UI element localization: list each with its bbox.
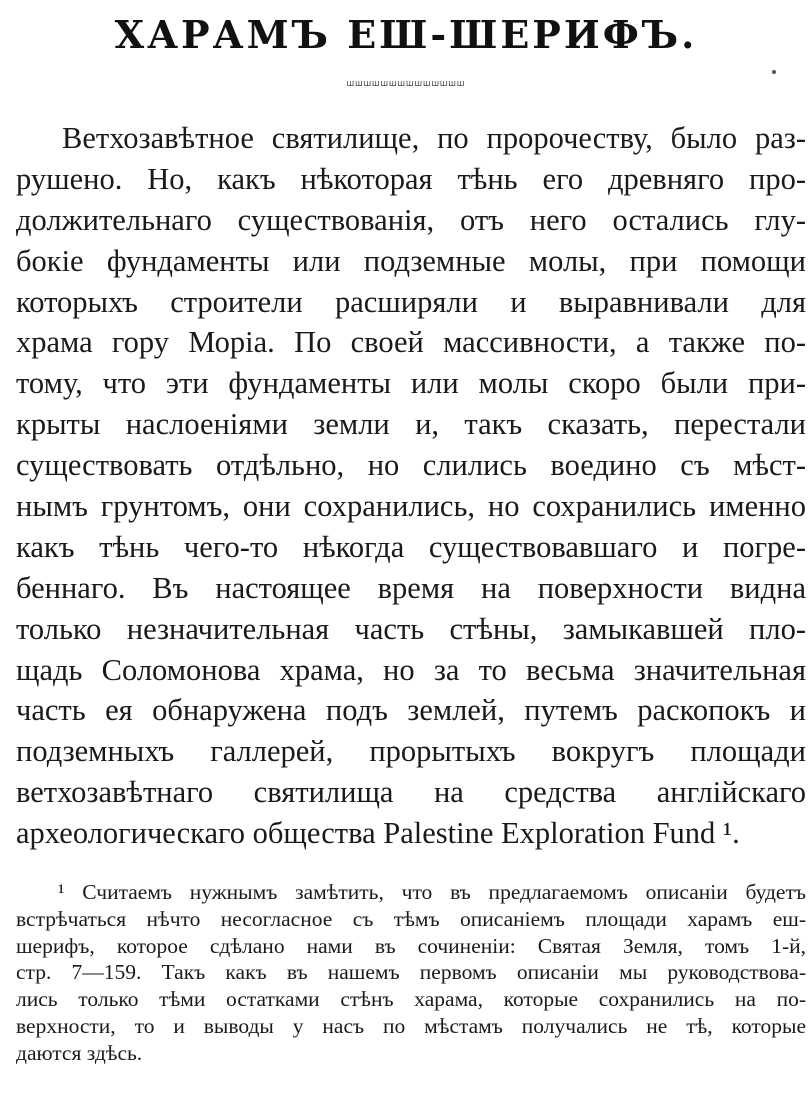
body-line: должительнаго существованія, отъ него остались глу- xyxy=(16,202,806,237)
main-paragraph xyxy=(16,118,806,854)
title-ornament: ШШШШШШШШШШШШШШ xyxy=(346,80,466,88)
footnote-line: верхности, то и выводы у насъ по мѣстамъ получались не тѣ, которые xyxy=(16,1013,806,1038)
footnote-line: ¹ Считаемъ нужнымъ замѣтить, что въ предлагаемомъ описаніи будетъ xyxy=(58,880,806,904)
body-line: подземныхъ галлерей, прорытыхъ вокругъ площади xyxy=(16,734,806,769)
body-line: бокіе фундаменты или подземные молы, при помощи xyxy=(16,243,806,278)
print-speck xyxy=(772,70,776,74)
page-title: ХАРАМЪ ЕШ-ШЕРИФЪ. xyxy=(114,12,698,57)
body-line: рушено. Но, какъ нѣкоторая тѣнь его древняго про- xyxy=(16,161,806,196)
body-line: тому, что эти фундаменты или молы скоро были при- xyxy=(16,366,806,401)
footnote-line: встрѣчаться нѣчто несогласное съ тѣмъ описаніемъ площади харамъ еш- xyxy=(16,906,806,931)
body-line: часть ея обнаружена подъ землей, путемъ раскопокъ и xyxy=(16,693,806,728)
footnote-line: шерифъ, которое сдѣлано нами въ сочиненіи: Святая Земля, томъ 1-й, xyxy=(16,933,806,958)
body-line: которыхъ строители расширяли и выравнивали для xyxy=(16,284,806,319)
body-line: какъ тѣнь чего-то нѣкогда существовавшаго и погре- xyxy=(16,529,806,564)
body-line: существовать отдѣльно, но слились воедино съ мѣст- xyxy=(16,448,806,483)
body-line: крыты наслоеніями земли и, такъ сказать, перестали xyxy=(16,407,806,442)
body-line: археологическаго общества Palestine Exploration Fund ¹. xyxy=(16,816,740,851)
body-line: нымъ грунтомъ, они сохранились, но сохранились именно xyxy=(16,489,806,524)
footnote-line: лись только тѣми остатками стѣнъ харама, которые сохранились на по- xyxy=(16,987,806,1012)
body-line: щадь Соломонова храма, но за то весьма значительная xyxy=(16,652,806,687)
body-line: Ветхозавѣтное святилище, по пророчеству, было раз- xyxy=(62,121,806,155)
footnote-line: стр. 7—159. Такъ какъ въ нашемъ первомъ описаніи мы руководствова- xyxy=(16,960,806,985)
footnote xyxy=(16,879,806,1067)
body-line: храма гору Моріа. По своей массивности, а также по- xyxy=(16,325,806,360)
footnote-line: даются здѣсь. xyxy=(16,1040,143,1065)
body-line: беннаго. Въ настоящее время на поверхности видна xyxy=(16,570,806,605)
body-line: только незначительная часть стѣны, замыкавшей пло- xyxy=(16,611,806,646)
body-line: ветхозавѣтнаго святилища на средства англійскаго xyxy=(16,775,806,810)
